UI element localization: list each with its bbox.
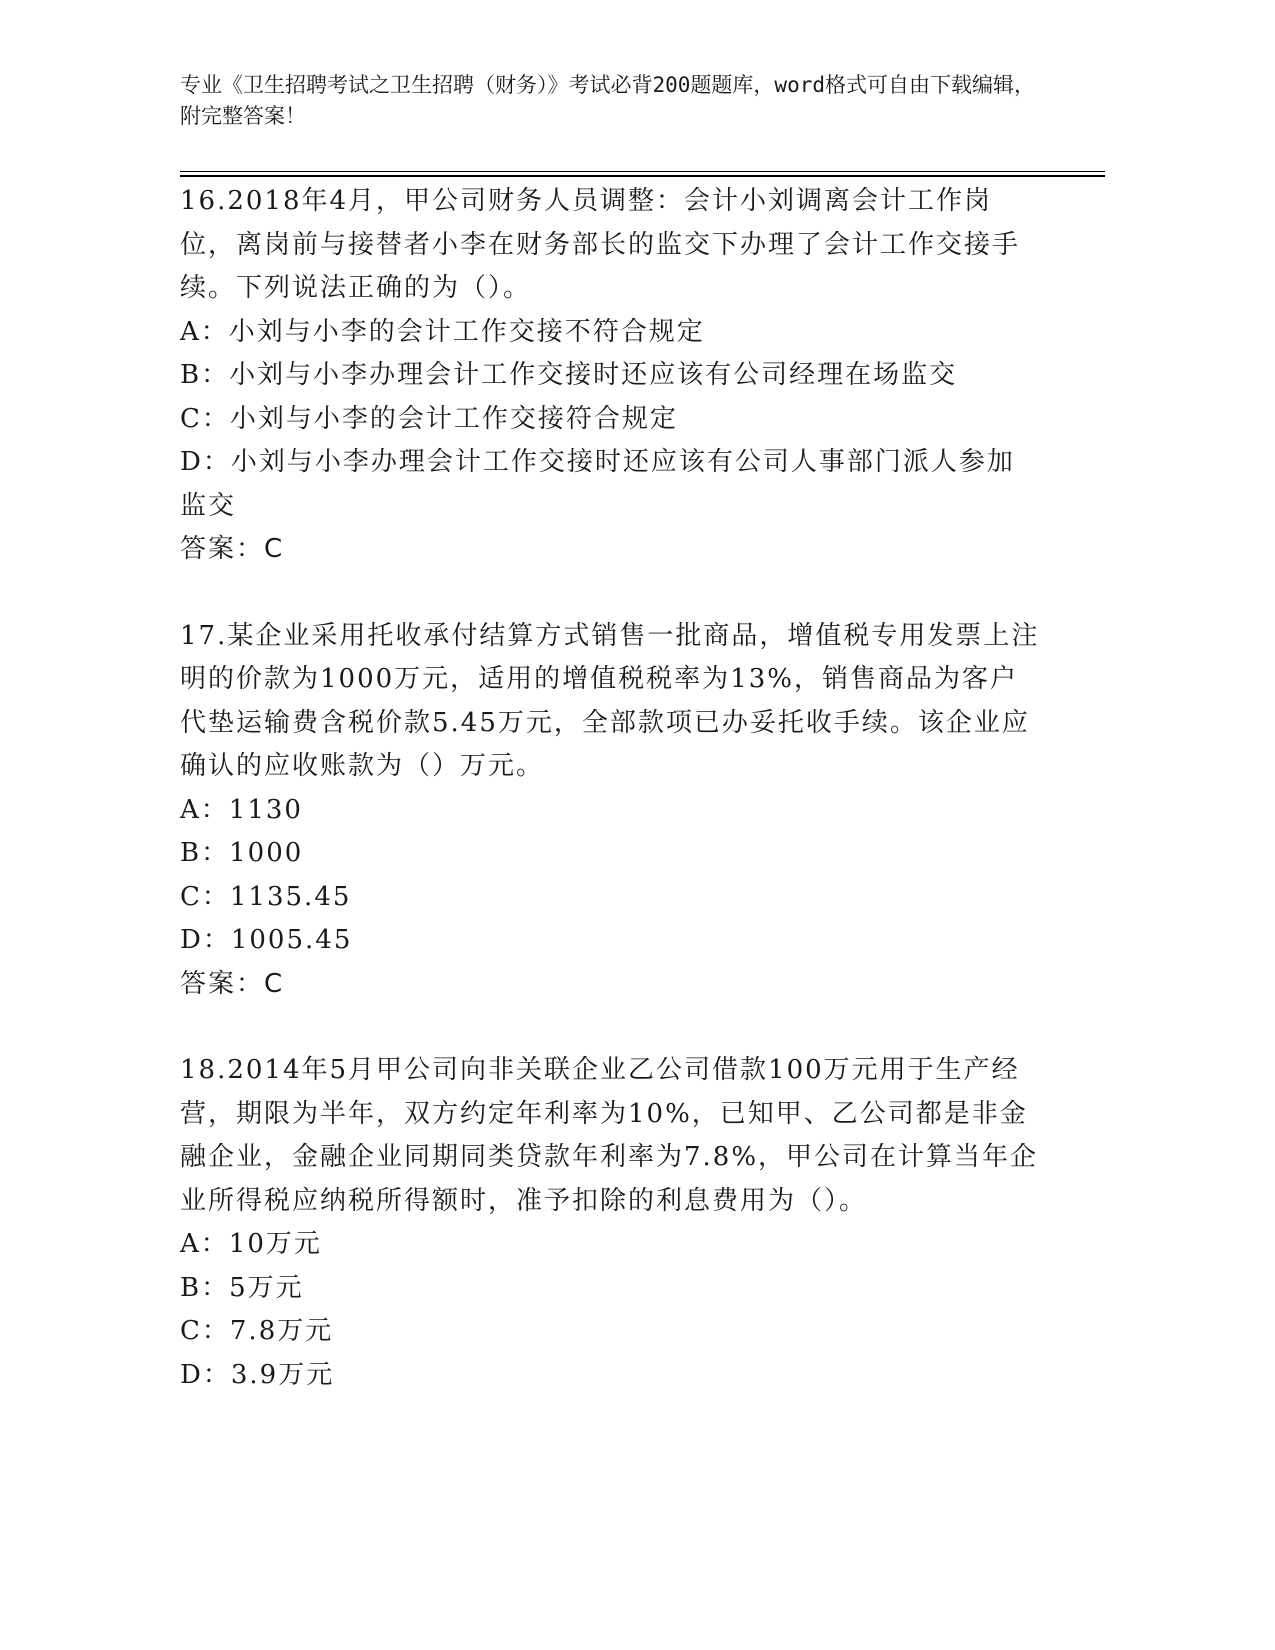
option-b: B：5万元 <box>180 1272 304 1303</box>
question-17 <box>180 615 1040 1007</box>
answer-label: 答案：C <box>180 534 285 564</box>
question-stem: 18.2014年5月甲公司向非关联企业乙公司借款100万元用于生产经营，期限为半年，双方约定年利率为10%，已知甲、乙公司都是非金融企业，金融企业同期同类贷款年利率为7.8%，甲公司在计算当年企业所得税应纳税所得额时，准予扣除的利息费用为（）。 <box>180 1055 1039 1216</box>
question-16 <box>180 180 1040 572</box>
header-divider-thin <box>180 171 1105 172</box>
option-c: C：7.8万元 <box>180 1316 334 1346</box>
option-a: A：小刘与小李的会计工作交接不符合规定 <box>180 316 705 347</box>
header-divider-thick <box>180 175 1105 177</box>
question-18 <box>180 1049 1040 1397</box>
option-d: D：3.9万元 <box>180 1359 335 1390</box>
option-b: B：小刘与小李办理会计工作交接时还应该有公司经理在场监交 <box>180 360 958 390</box>
header-title: 专业《卫生招聘考试之卫生招聘（财务）》考试必背200题题库，word格式可自由下载编辑，附完整答案！ <box>180 73 1035 128</box>
option-c: C：小刘与小李的会计工作交接符合规定 <box>180 403 678 434</box>
option-d: D：小刘与小李办理会计工作交接时还应该有公司人事部门派人参加监交 <box>180 447 1015 521</box>
option-b: B：1000 <box>180 838 304 868</box>
question-list <box>180 180 1040 1397</box>
question-stem: 17.某企业采用托收承付结算方式销售一批商品，增值税专用发票上注明的价款为1000万元，适用的增值税税率为13%，销售商品为客户代垫运输费含税价款5.45万元，全部款项已办妥托收手续。该企业应确认的应收账款为（）万元。 <box>180 620 1040 781</box>
document-header <box>180 70 1040 132</box>
option-a: A：1130 <box>180 794 303 825</box>
question-stem: 16.2018年4月，甲公司财务人员调整：会计小刘调离会计工作岗位，离岗前与接替者小李在财务部长的监交下办理了会计工作交接手续。下列说法正确的为（）。 <box>180 186 1021 303</box>
option-c: C：1135.45 <box>180 881 352 912</box>
answer-label: 答案：C <box>180 968 285 999</box>
option-d: D：1005.45 <box>180 925 353 955</box>
option-a: A：10万元 <box>180 1229 322 1259</box>
